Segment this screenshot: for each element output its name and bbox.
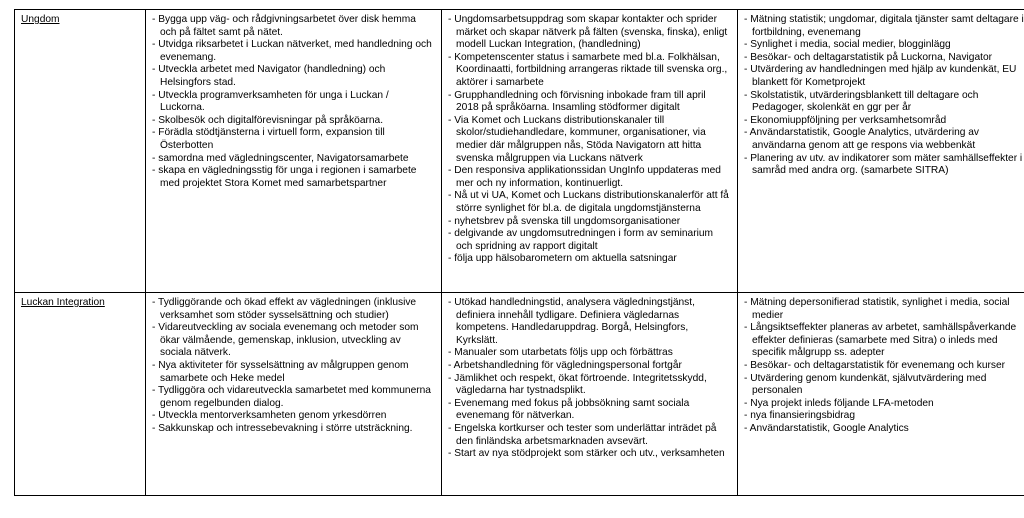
list-item: - Tydliggörande och ökad effekt av vägledningen (inklusive verksamhet som stöder sysselsättning och studier) <box>152 297 417 321</box>
actions-cell <box>442 293 738 496</box>
list-item: - Utveckla programverksamheten för unga i Luckan / Luckorna. <box>152 89 389 114</box>
plan-table <box>14 9 1024 496</box>
list-item: - Utvärdering av handledningen med hjälp av kundenkät, EU blankett för Kometprojekt <box>744 64 1017 88</box>
list-item: - Nya aktiviteter för sysselsättning av målgruppen genom samarbete och Heke medel <box>152 359 409 384</box>
list-item: - Sakkunskap och intressebevakning i större utsträckning. <box>152 422 413 434</box>
evaluation-cell <box>738 10 1024 293</box>
list-item: - Utveckla mentorverksamheten genom yrkesdörren <box>152 410 387 422</box>
list-item: - Bygga upp väg- och rådgivningsarbetet över disk hemma och på fältet samt på nätet. <box>152 14 416 38</box>
evaluation-cell <box>738 293 1024 496</box>
list-item: - Ungdomsarbetsuppdrag som skapar kontakter och sprider märket och skapar nätverk på fälten (svenska, finska), enligt modell Luckan Integration, (handledning) <box>448 14 728 51</box>
list-item: - Mätning depersonifierad statistik, synlighet i media, social medier <box>744 297 1010 321</box>
list-item: - samordna med vägledningscenter, Navigatorsamarbete <box>152 152 409 164</box>
list-item: - Synlighet i media, social medier, blogginlägg <box>744 39 951 51</box>
goals-cell <box>146 293 442 496</box>
list-item: - Nya projekt inleds följande LFA-metoden <box>744 397 934 409</box>
list-item: - Grupphandledning och förvisning inbokade fram till april 2018 på språköarna. Insamling stödformer digitalt <box>448 89 706 114</box>
list-item: - Via Komet och Luckans distributionskanaler till skolor/studiehandledare, kommuner, organisationer, via medier där målgruppen nås, Stöda Navigatorn att hitta svenska målgruppen via Luckans nätverk <box>448 114 706 164</box>
actions-cell <box>442 10 738 293</box>
list-item: - Skolbesök och digitalförevisningar på språköarna. <box>152 114 384 126</box>
list-item: - Besökar- och deltagarstatistik på Luckorna, Navigator <box>744 51 993 63</box>
list-item: - Användarstatistik, Google Analytics, utvärdering av användarna genom att ge respons via webbenkät <box>744 127 979 151</box>
list-item: - Mätning statistik; ungdomar, digitala tjänster samt deltagare i fortbildning, evenemang <box>744 14 1024 38</box>
row-title: Luckan Integration <box>21 297 105 308</box>
list-item: - Manualer som utarbetats följs upp och förbättras <box>448 347 673 359</box>
table-row-luckan-integration <box>15 293 1024 496</box>
list-item: - nya finansieringsbidrag <box>744 410 855 422</box>
list-item: - Arbetshandledning för vägledningspersonal fortgår <box>448 359 682 371</box>
list-item: - Tydliggöra och vidareutveckla samarbetet med kommunerna genom regelbunden dialog. <box>152 385 431 409</box>
list-item: - Engelska kortkurser och tester som underlättar inträdet på den finländska arbetsmarknaden avsevärt. <box>448 422 717 447</box>
row-title-cell <box>15 10 146 293</box>
list-item: - delgivande av ungdomsutredningen i form av seminarium och spridning av rapport digitalt <box>448 228 714 252</box>
list-item: - Nå ut vi UA, Komet och Luckans distributionskanalerför att få större synlighet för bl.a. de digitala ungdomstjänsterna <box>448 190 729 214</box>
list-item: - nyhetsbrev på svenska till ungdomsorganisationer <box>448 215 681 227</box>
row-title: Ungdom <box>21 14 60 25</box>
list-item: - följa upp hälsobarometern om aktuella satsningar <box>448 253 677 265</box>
list-item: - Planering av utv. av indikatorer som mäter samhällseffekter i samråd med andra org. (samarbete SITRA) <box>744 152 1023 177</box>
table-row-ungdom <box>15 10 1024 293</box>
list-item: - Start av nya stödprojekt som stärker och utv., verksamheten <box>448 448 725 460</box>
list-item: - skapa en vägledningsstig för unga i regionen i samarbete med projektet Stora Komet med samarbetspartner <box>152 165 417 189</box>
list-item: - Utvidga riksarbetet i Luckan nätverket, med handledning och evenemang. <box>152 39 432 63</box>
list-item: - Användarstatistik, Google Analytics <box>744 422 909 434</box>
list-item: - Evenemang med fokus på jobbsökning samt sociala evenemang för nätverkan. <box>448 397 690 422</box>
list-item: - Utökad handledningstid, analysera vägledningstjänst, definiera innehåll tydligare. Definiera vägledarnas kompetens. Handledaruppdrag. Borgå, Helsingfors, Kyrkslätt. <box>448 297 695 346</box>
goals-cell <box>146 10 442 293</box>
list-item: - Kompetenscenter status i samarbete med bl.a. Folkhälsan, Koordinaatti, fortbildning arrangeras riktade till svenska org., aktörer i samarbete <box>448 51 728 88</box>
list-item: - Skolstatistik, utvärderingsblankett till deltagare och Pedagoger, skolenkät en ggr per år <box>744 89 979 114</box>
list-item: - Förädla stödtjänsterna i virtuell form, expansion till Österbotten <box>152 127 385 151</box>
list-item: - Ekonomiuppföljning per verksamhetsområd <box>744 114 947 126</box>
list-item: - Långsiktseffekter planeras av arbetet, samhällspåverkande effekter definieras (samarbete med Sitra) o inleds med specifik målgrupp ss. adepter <box>744 322 1017 359</box>
list-item: - Den responsiva applikationssidan UngInfo uppdateras med mer och ny information, kontinuerligt. <box>448 165 721 189</box>
list-item: - Jämlikhet och respekt, ökat förtroende. Integritetsskydd, vägledarna har tystnadsplikt. <box>448 372 707 397</box>
row-title-cell <box>15 293 146 496</box>
list-item: - Besökar- och deltagarstatistik för evenemang och kurser <box>744 359 1006 371</box>
list-item: - Vidareutveckling av sociala evenemang och metoder som ökar välmående, gemenskap, inklusion, utveckling av sociala nätverk. <box>152 322 419 359</box>
list-item: - Utveckla arbetet med Navigator (handledning) och Helsingfors stad. <box>152 64 386 88</box>
list-item: - Utvärdering genom kundenkät, självutvärdering med personalen <box>744 372 987 397</box>
